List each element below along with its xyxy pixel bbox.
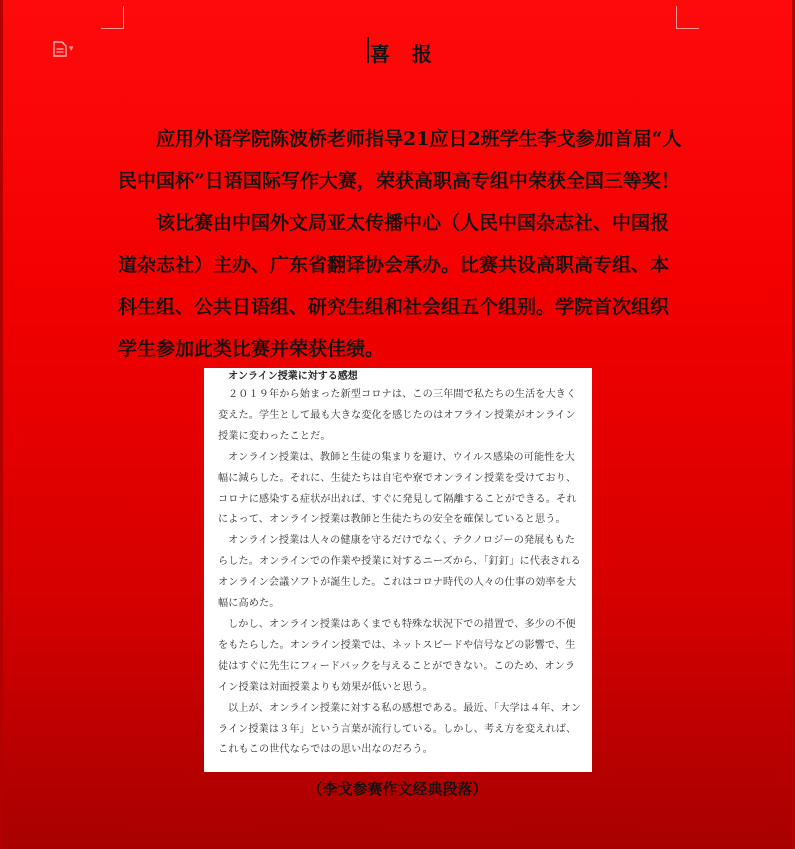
body-paragraph-2: 该比赛由中国外文局亚太传播中心（人民中国杂志社、中国报道杂志社）主办、广东省翻译协会承办。比赛共设高职高专组、本科生组、公共日语组、研究生组和社会组五个组别。学院首次组织学生参加此类比赛并荣获佳绩。 — [118, 212, 670, 360]
document-icon — [53, 41, 67, 57]
essay-paragraph-5: 以上が、オンライン授業に対する私の感想である。最近、「大学は４年、オンライン授業は３年」という言葉が流行している。しかし、考え方を変えれば、これもこの世代ならではの思い出なのだろう。 — [218, 702, 582, 756]
document-options-icon[interactable] — [53, 41, 75, 57]
page-title: 喜报 — [370, 42, 454, 66]
essay-title: オンライン授業に対する感想 — [228, 371, 358, 382]
chevron-down-icon: ▾ — [69, 44, 74, 54]
document-body — [118, 118, 684, 370]
essay-paragraph-1: ２０１９年から始まった新型コロナは、この三年間で私たちの生活を大きく変えた。学生として最も大きな変化を感じたのはオフライン授業がオンライン授業に変わったことだ。 — [218, 389, 577, 442]
crop-mark-top-right — [676, 6, 699, 29]
crop-mark-top-left — [101, 6, 124, 29]
text-cursor — [367, 37, 369, 63]
essay-image[interactable] — [204, 368, 592, 772]
essay-paragraph-3: オンライン授業は人々の健康を守るだけでなく、テクノロジーの発展ももたらした。オンラインでの作業や授業に対するニーズから、「釘釘」に代表されるオンライン会議ソフトが誕生した。これはコロナ時代の人々の仕事の効率を大幅に高めた。 — [218, 535, 581, 610]
essay-paragraph-2: オンライン授業は、教師と生徒の集まりを避け、ウイルス感染の可能性を大幅に減らした。それに、生徒たちは自宅や寮でオンライン授業を受けており、コロナに感染する症状が出れば、すぐに発見して隔離することができる。それによって、オンライン授業は教師と生徒たちの安全を確保していると思う。 — [218, 451, 577, 526]
body-paragraph-1: 应用外语学院陈波桥老师指导21应日2班学生李戈参加首届“人民中国杯”日语国际写作大赛，荣获高职高专组中荣获全国三等奖！ — [118, 128, 682, 192]
page-edge-left — [0, 0, 3, 849]
essay-paragraph-4: しかし、オンライン授業はあくまでも特殊な状況下での措置で、多少の不便をもたらした。オンライン授業では、ネットスピードや信号などの影響で、生徒はすぐに先生にフィードバックを与えることができない。このため、オンライン授業は対面授業よりも効果が低いと思う。 — [218, 618, 576, 693]
image-caption: （李戈参赛作文经典段落） — [307, 780, 488, 798]
